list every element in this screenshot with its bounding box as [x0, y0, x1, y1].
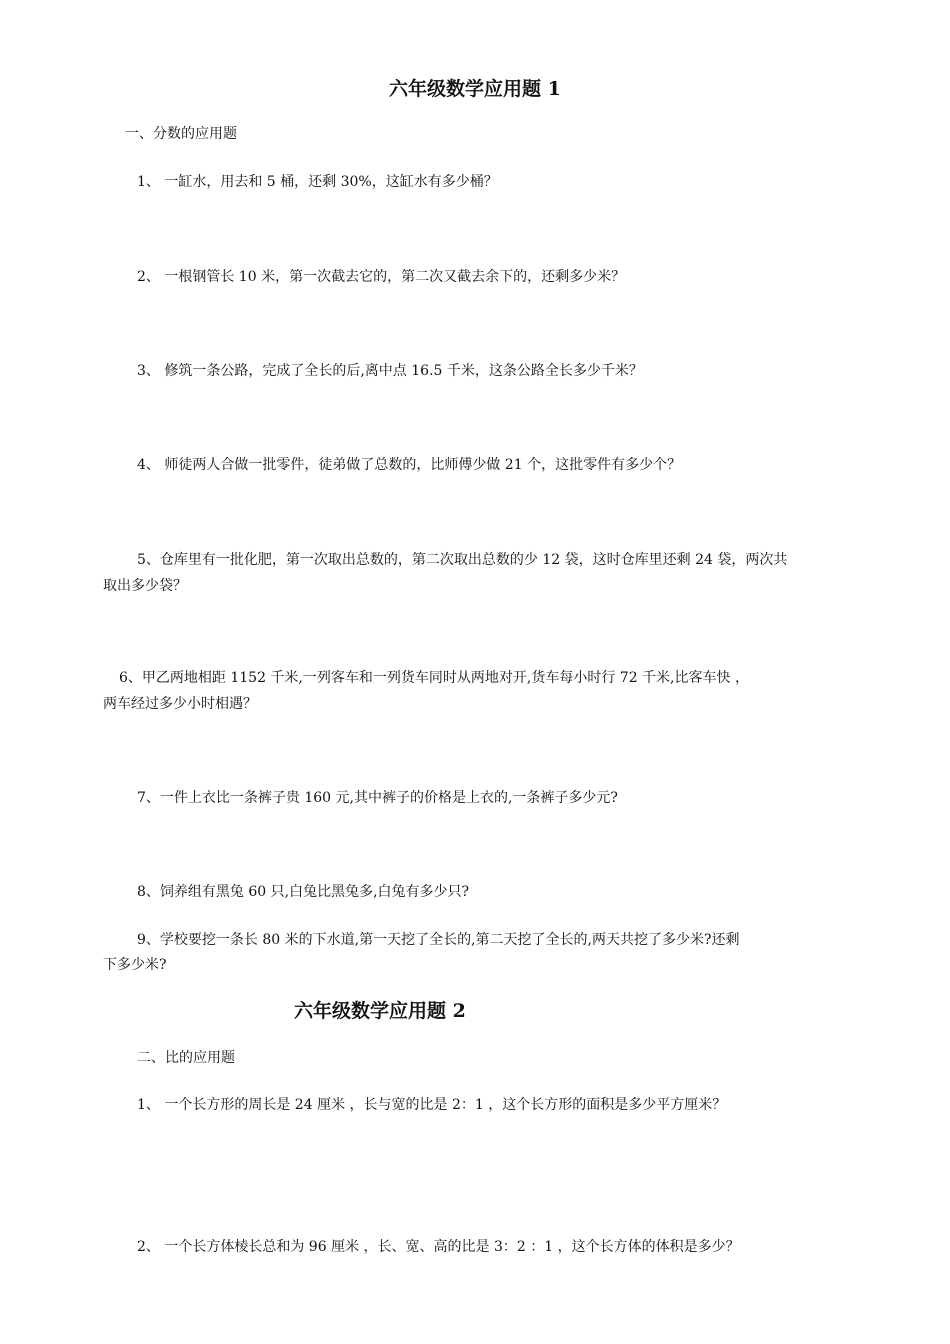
question-1-5-line2: 取出多少袋？: [103, 578, 187, 594]
question-1-8: 8、饲养组有黑兔 60 只,白兔比黑兔多,白兔有多少只?: [137, 884, 470, 900]
section-heading-1: 一、分数的应用题: [125, 126, 237, 142]
question-2-2: 2、 一个长方体棱长总和为 96 厘米 ，长、宽、高的比是 3：2 ：1 ，这个长方体的体积是多少？: [137, 1239, 740, 1255]
page-title-2: 六年级数学应用题 2: [294, 1000, 466, 1022]
question-1-6-line1: 6、甲乙两地相距 1152 千米,一列客车和一列货车同时从两地对开,货车每小时行 72 千米,比客车快 ，: [119, 670, 749, 686]
section-heading-2: 二、比的应用题: [137, 1050, 235, 1066]
question-2-1: 1、 一个长方形的周长是 24 厘米 ，长与宽的比是 2：1 ，这个长方形的面积是多少平方厘米？: [137, 1097, 727, 1113]
question-1-1: 1、 一缸水，用去和 5 桶，还剩 30%，这缸水有多少桶？: [137, 174, 498, 190]
question-1-2: 2、 一根钢管长 10 米，第一次截去它的，第二次又截去余下的，还剩多少米？: [137, 269, 626, 285]
question-1-9-line2: 下多少米?: [103, 957, 167, 973]
page-title-1: 六年级数学应用题 1: [389, 78, 561, 100]
question-1-6-line2: 两车经过多少小时相遇？: [103, 696, 257, 712]
question-1-4: 4、 师徒两人合做一批零件，徒弟做了总数的，比师傅少做 21 个，这批零件有多少个？: [137, 457, 682, 473]
question-1-3: 3、 修筑一条公路，完成了全长的后,离中点 16.5 千米，这条公路全长多少千米？: [137, 363, 643, 379]
question-1-5-line1: 5、仓库里有一批化肥，第一次取出总数的，第二次取出总数的少 12 袋，这时仓库里还剩 24 袋，两次共: [137, 552, 788, 568]
question-1-7: 7、一件上衣比一条裤子贵 160 元,其中裤子的价格是上衣的,一条裤子多少元?: [137, 790, 618, 806]
question-1-9-line1: 9、学校要挖一条长 80 米的下水道,第一天挖了全长的,第二天挖了全长的,两天共挖了多少米?还剩: [137, 932, 740, 948]
